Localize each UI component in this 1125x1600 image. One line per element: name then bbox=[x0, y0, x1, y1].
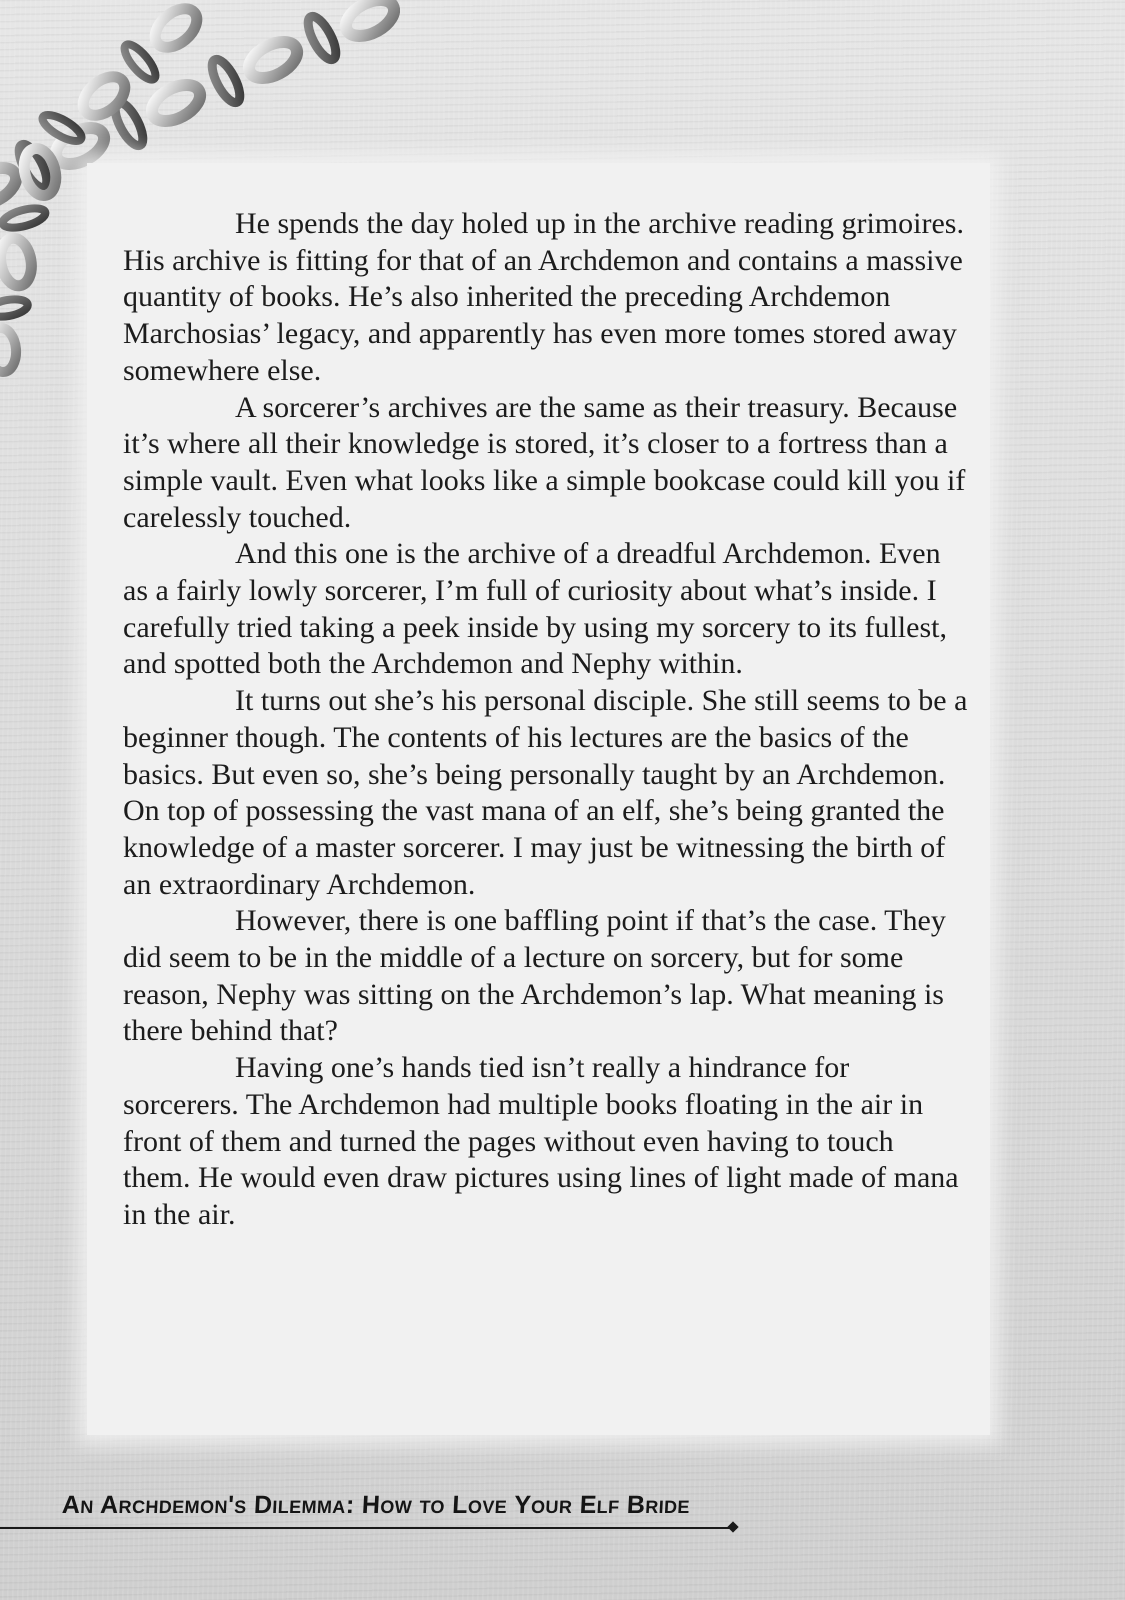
paragraph: It turns out she’s his personal disciple. She still seems to be a beginner though. The contents of his lectures are the basics of the basics. But even so, she’s being personally taught by an Archdemon. On top of possessing the vast mana of an elf, she’s being granted the knowledge of a master sorcerer. I may just be witnessing the birth of an extraordinary Archdemon. bbox=[123, 684, 968, 901]
paragraph: A sorcerer’s archives are the same as their treasury. Because it’s where all their knowledge is stored, it’s closer to a fortress than a simple vault. Even what looks like a simple bookcase could kill you if carelessly touched. bbox=[123, 390, 966, 534]
paragraph: Having one’s hands tied isn’t really a hindrance for sorcerers. The Archdemon had multiple books floating in the air in front of them and turned the pages without even having to touch them. He would even draw pictures using lines of light made of mana in the air. bbox=[123, 1051, 959, 1231]
footer-diamond-icon bbox=[727, 1521, 738, 1532]
paragraph: However, there is one baffling point if that’s the case. They did seem to be in the middle of a lecture on sorcery, but for some reason, Nephy was sitting on the Archdemon’s lap. What meaning is there behind that? bbox=[123, 904, 946, 1048]
paragraph: And this one is the archive of a dreadful Archdemon. Even as a fairly lowly sorcerer, I’m full of curiosity about what’s inside. I carefully tried taking a peek inside by using my sorcery to its fullest, and spotted both the Archdemon and Nephy within. bbox=[123, 537, 947, 681]
footer-rule bbox=[0, 1527, 737, 1529]
body-text bbox=[123, 206, 968, 1234]
running-footer-title: An Archdemon's Dilemma: How to Love Your Elf Bride bbox=[61, 1491, 691, 1519]
paragraph: He spends the day holed up in the archive reading grimoires. His archive is fitting for that of an Archdemon and contains a massive quantity of books. He’s also inherited the preceding Archdemon Marchosias’ legacy, and apparently has even more tomes stored away somewhere else. bbox=[123, 207, 964, 387]
